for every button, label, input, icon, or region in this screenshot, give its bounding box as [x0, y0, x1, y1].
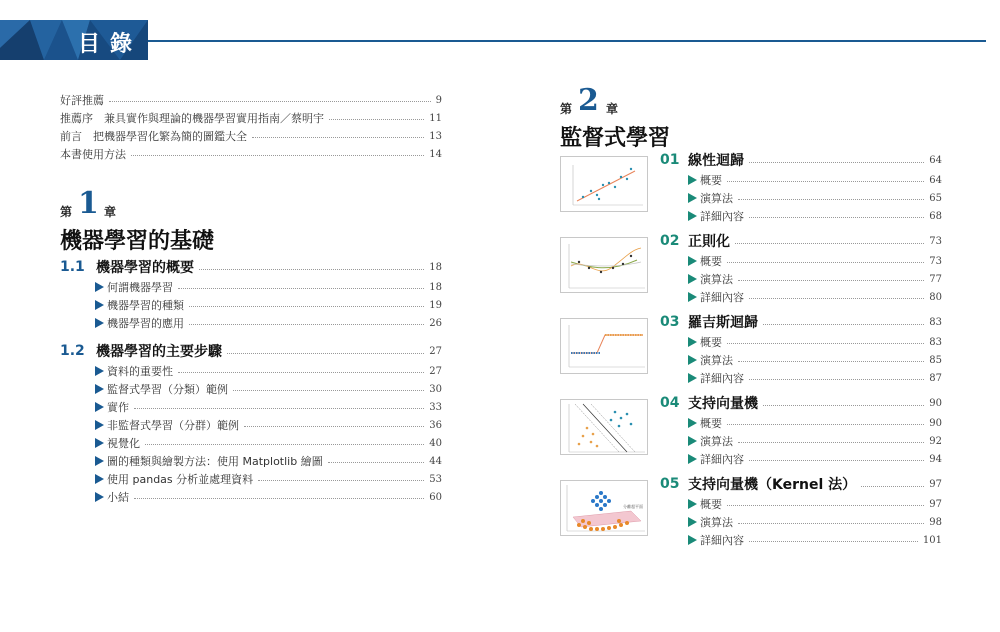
bullet-triangle-icon — [95, 474, 104, 484]
linear-regression-plot — [561, 157, 649, 213]
bullet-triangle-icon — [688, 373, 697, 383]
chapter1-title: 機器學習的基礎 — [60, 228, 215, 254]
bullet-triangle-icon — [688, 418, 697, 428]
svm-plot — [561, 400, 649, 456]
kernel-svm-plot — [561, 481, 649, 537]
toc-subitem[interactable]: 圖的種類與繪製方法：使用 Matplotlib 繪圖 44 — [95, 454, 442, 468]
bullet-triangle-icon — [688, 256, 697, 266]
bullet-triangle-icon — [688, 274, 697, 284]
toc-subitem[interactable]: 詳細內容 87 — [688, 371, 942, 385]
bullet-triangle-icon — [688, 211, 697, 221]
linear-regression-thumbnail — [560, 156, 648, 212]
chapter2-label-suffix: 章 — [606, 102, 619, 116]
section-2-02[interactable]: 02 正則化 73 — [660, 233, 942, 250]
toc-subitem[interactable]: 概要 73 — [688, 254, 942, 268]
toc-subitem[interactable]: 概要 64 — [688, 173, 942, 187]
header-rule — [148, 40, 986, 42]
toc-subitem[interactable]: 概要 97 — [688, 497, 942, 511]
hyperplane-annotation: 分離超平面 — [623, 504, 643, 509]
toc-item-front-1[interactable]: 好評推薦 9 — [60, 94, 442, 107]
toc-subitem[interactable]: 非監督式學習（分群）範例 36 — [95, 418, 442, 432]
toc-subitem[interactable]: 何謂機器學習 18 — [95, 280, 442, 294]
bullet-triangle-icon — [688, 193, 697, 203]
bullet-triangle-icon — [688, 337, 697, 347]
chapter2-label-prefix: 第 — [560, 102, 573, 116]
chapter1-label-prefix: 第 — [60, 205, 73, 219]
toc-subitem[interactable]: 演算法 92 — [688, 434, 942, 448]
regularization-thumbnail — [560, 237, 648, 293]
bullet-triangle-icon — [95, 456, 104, 466]
bullet-triangle-icon — [688, 292, 697, 302]
toc-subitem[interactable]: 詳細內容 68 — [688, 209, 942, 223]
bullet-triangle-icon — [688, 436, 697, 446]
bullet-triangle-icon — [95, 282, 104, 292]
bullet-triangle-icon — [95, 366, 104, 376]
bullet-triangle-icon — [688, 499, 697, 509]
toc-subitem[interactable]: 監督式學習（分類）範例 30 — [95, 382, 442, 396]
svm-thumbnail — [560, 399, 648, 455]
chapter2-number: 2 — [578, 83, 599, 118]
kernel-svm-thumbnail — [560, 480, 648, 536]
bullet-triangle-icon — [95, 492, 104, 502]
bullet-triangle-icon — [688, 454, 697, 464]
toc-subitem[interactable]: 詳細內容 80 — [688, 290, 942, 304]
toc-subitem[interactable]: 演算法 98 — [688, 515, 942, 529]
toc-subitem[interactable]: 使用 pandas 分析並處理資料 53 — [95, 472, 442, 486]
toc-subitem[interactable]: 實作 33 — [95, 400, 442, 414]
toc-subitem[interactable]: 小結 60 — [95, 490, 442, 504]
toc-subitem[interactable]: 機器學習的應用 26 — [95, 316, 442, 330]
regularization-plot — [561, 238, 649, 294]
bullet-triangle-icon — [95, 402, 104, 412]
bullet-triangle-icon — [95, 300, 104, 310]
toc-subitem[interactable]: 概要 83 — [688, 335, 942, 349]
logistic-regression-plot — [561, 319, 649, 375]
bullet-triangle-icon — [688, 175, 697, 185]
chapter1-number: 1 — [78, 186, 99, 221]
toc-subitem[interactable]: 演算法 65 — [688, 191, 942, 205]
section-2-03[interactable]: 03 羅吉斯迴歸 83 — [660, 314, 942, 331]
bullet-triangle-icon — [688, 355, 697, 365]
toc-item-front-3[interactable]: 前言 把機器學習化繁為簡的圖鑑大全 13 — [60, 130, 442, 143]
toc-subitem[interactable]: 演算法 77 — [688, 272, 942, 286]
section-2-04[interactable]: 04 支持向量機 90 — [660, 395, 942, 412]
toc-subitem[interactable]: 機器學習的種類 19 — [95, 298, 442, 312]
bullet-triangle-icon — [688, 517, 697, 527]
toc-subitem[interactable]: 詳細內容 94 — [688, 452, 942, 466]
bullet-triangle-icon — [95, 384, 104, 394]
section-1-1[interactable]: 1.1 機器學習的概要 18 — [60, 259, 442, 276]
bullet-triangle-icon — [95, 420, 104, 430]
toc-subitem[interactable]: 視覺化 40 — [95, 436, 442, 450]
chapter1-label-suffix: 章 — [104, 205, 117, 219]
toc-subitem[interactable]: 詳細內容 101 — [688, 533, 942, 547]
toc-item-front-2[interactable]: 推薦序 兼具實作與理論的機器學習實用指南／蔡明宇 11 — [60, 112, 442, 125]
toc-subitem[interactable]: 演算法 85 — [688, 353, 942, 367]
bullet-triangle-icon — [95, 318, 104, 328]
toc-item-front-4[interactable]: 本書使用方法 14 — [60, 148, 442, 161]
toc-subitem[interactable]: 概要 90 — [688, 416, 942, 430]
bullet-triangle-icon — [95, 438, 104, 448]
section-1-2[interactable]: 1.2 機器學習的主要步驟 27 — [60, 343, 442, 360]
chapter2-title: 監督式學習 — [560, 125, 671, 151]
page-title: 目錄 — [78, 32, 143, 57]
bullet-triangle-icon — [688, 535, 697, 545]
toc-subitem[interactable]: 資料的重要性 27 — [95, 364, 442, 378]
section-2-05[interactable]: 05 支持向量機（Kernel 法） 97 — [660, 476, 942, 493]
logistic-regression-thumbnail — [560, 318, 648, 374]
section-2-01[interactable]: 01 線性迴歸 64 — [660, 152, 942, 169]
